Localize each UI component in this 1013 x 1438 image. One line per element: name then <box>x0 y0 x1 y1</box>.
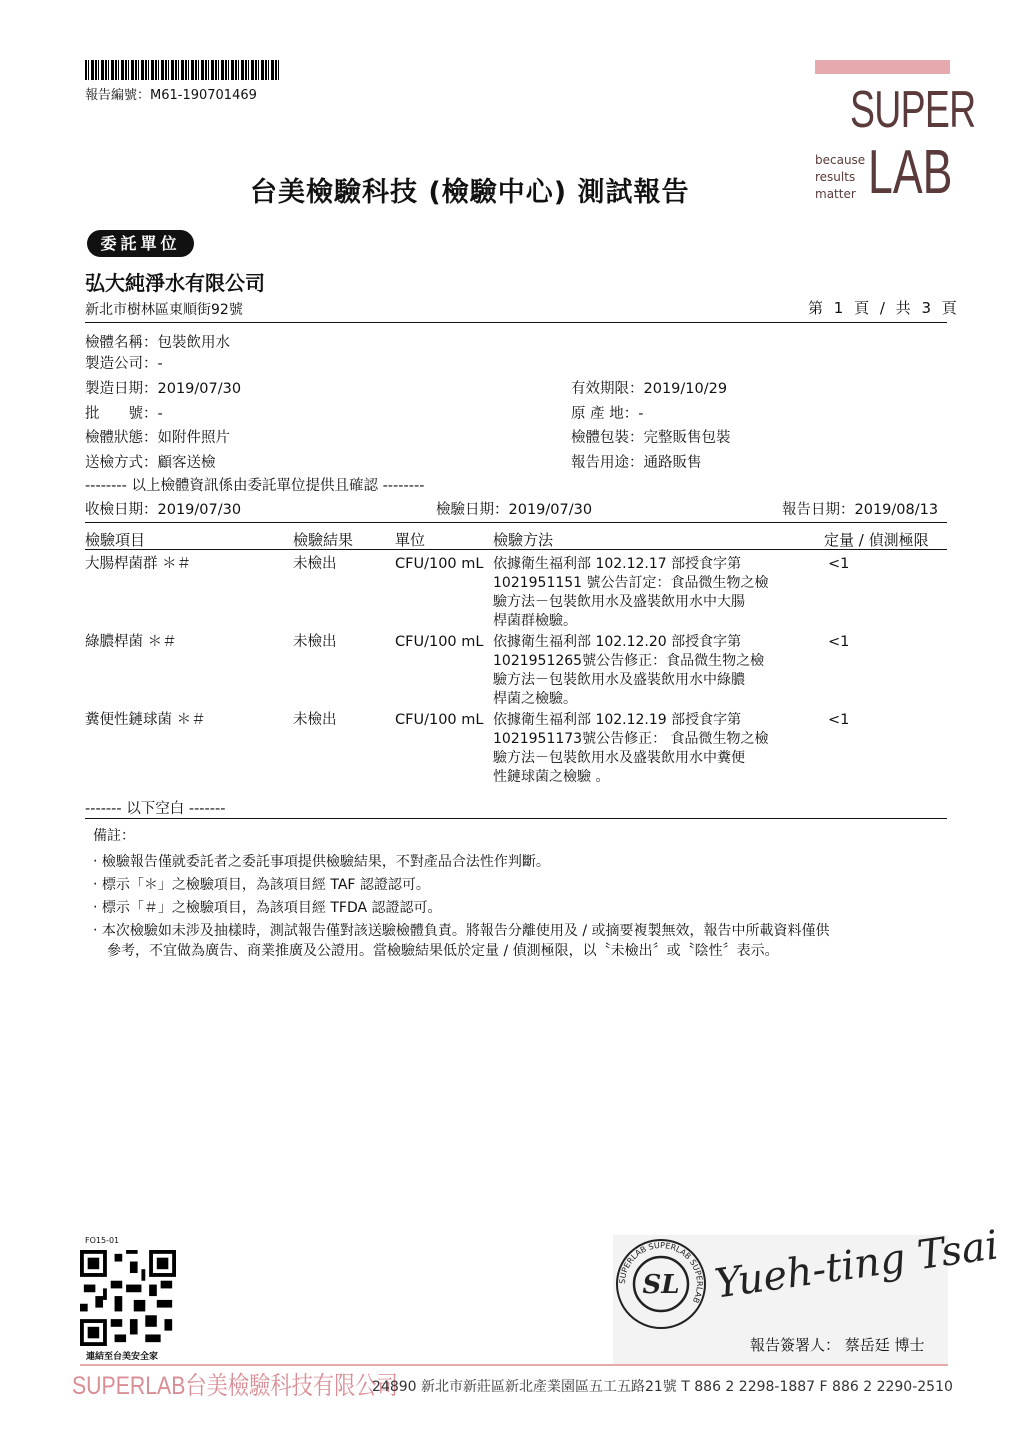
report-title: 台美檢驗科技 (檢驗中心) 測試報告 <box>250 177 690 208</box>
confirm-note: -------- 以上檢體資訊係由委託單位提供且確認 -------- <box>85 478 425 494</box>
footer-address: 24890 新北市新莊區新北產業園區五工五路21號 T 886 2 2298-1887 F 886 2 2290-2510 <box>372 1379 953 1395</box>
header-item: 檢驗項目 <box>85 531 146 549</box>
method-line: 依據衛生福利部 102.12.17 部授食字第 <box>493 556 742 572</box>
seal-center-text: SL <box>642 1270 680 1300</box>
table-row-item: 大腸桿菌群 ＊＃ <box>85 556 192 572</box>
method-line: 性鏈球菌之檢驗 。 <box>493 769 610 785</box>
delivery-method: 送檢方式：顧客送檢 <box>85 455 216 471</box>
table-row-limit: <1 <box>828 556 850 572</box>
client-address: 新北市樹林區東順街92號 <box>85 302 243 318</box>
table-header-rule <box>85 549 947 550</box>
logo-tag-2: results <box>815 170 856 184</box>
sample-state: 檢體狀態：如附件照片 <box>85 430 230 446</box>
method-line: 驗方法－包裝飲用水及盛裝飲用水中綠膿 <box>493 672 745 688</box>
table-end-marker: ------- 以下空白 ------- <box>85 801 226 817</box>
table-row-limit: <1 <box>828 712 850 728</box>
origin: 原 產 地：- <box>571 406 644 422</box>
table-row-result: 未檢出 <box>293 634 337 650</box>
note-item: ‧ 標示「＃」之檢驗項目，為該項目經 TFDA 認證認可。 <box>93 900 442 916</box>
table-row-item: 糞便性鏈球菌 ＊＃ <box>85 712 206 728</box>
method-line: 1021951265號公告修正：食品微生物之檢 <box>493 653 765 669</box>
method-line: 桿菌群檢驗。 <box>493 613 577 629</box>
table-row-result: 未檢出 <box>293 712 337 728</box>
barcode <box>85 60 280 80</box>
form-code: FO15-01 <box>85 1236 120 1245</box>
logo-lab: LAB <box>868 138 953 207</box>
received-date: 收檢日期：2019/07/30 <box>85 502 242 518</box>
note-item: ‧ 標示「＊」之檢驗項目，為該項目經 TAF 認證認可。 <box>93 877 430 893</box>
table-top-rule <box>85 522 947 523</box>
header-limit: 定量 / 偵測極限 <box>824 531 929 549</box>
method-line: 依據衛生福利部 102.12.19 部授食字第 <box>493 712 742 728</box>
page-indicator: 第 1 頁 / 共 3 頁 <box>808 299 960 317</box>
header-method: 檢驗方法 <box>493 531 554 549</box>
client-name: 弘大純淨水有限公司 <box>85 271 265 295</box>
handwritten-signature: Yueh-ting Tsai <box>712 1222 1002 1308</box>
divider <box>85 322 947 323</box>
table-row-unit: CFU/100 mL <box>395 634 484 650</box>
sample-package: 檢體包裝：完整販售包裝 <box>571 430 731 446</box>
table-row-unit: CFU/100 mL <box>395 556 484 572</box>
reported-date: 報告日期：2019/08/13 <box>782 502 939 518</box>
mfg-date: 製造日期：2019/07/30 <box>85 381 242 397</box>
note-item: ‧ 檢驗報告僅就委託者之委託事項提供檢驗結果，不對產品合法性作判斷。 <box>93 854 550 870</box>
seal-stamp-icon <box>613 1236 709 1332</box>
footer-brand: SUPERLAB台美檢驗科技有限公司 <box>72 1372 398 1400</box>
table-row-result: 未檢出 <box>293 556 337 572</box>
sample-maker: 製造公司：- <box>85 356 163 372</box>
logo-tag-3: matter <box>815 187 856 201</box>
notes-title: 備註： <box>93 828 135 844</box>
table-bottom-rule <box>85 818 947 819</box>
table-row-unit: CFU/100 mL <box>395 712 484 728</box>
qr-caption: 連結至台美安全家 <box>86 1352 159 1362</box>
logo-accent-bar <box>815 60 950 74</box>
table-row-limit: <1 <box>828 634 850 650</box>
table-row-method <box>493 555 823 631</box>
notes <box>93 826 973 961</box>
note-item: 參考，不宜做為廣告、商業推廣及公證用。當檢驗結果低於定量 / 偵測極限，以〝未檢出〞或〝陰性〞表示。 <box>93 943 779 959</box>
logo-tagline <box>815 152 865 203</box>
table-row-method <box>493 633 823 709</box>
signer-label: 報告簽署人： 蔡岳廷 博士 <box>750 1336 925 1354</box>
seal-ring-text: SUPERLAB SUPERLAB SUPERLAB <box>617 1240 705 1305</box>
header-unit: 單位 <box>395 531 426 549</box>
header-result: 檢驗結果 <box>293 531 354 549</box>
batch-no: 批 號：- <box>85 406 163 422</box>
logo-super: SUPER <box>850 81 976 139</box>
note-item: ‧ 本次檢驗如未涉及抽樣時，測試報告僅對該送驗檢體負責。將報告分離使用及 / 或摘要複製無效，報告中所載資料僅供 <box>93 923 830 939</box>
sample-name: 檢體名稱：包裝飲用水 <box>85 335 230 351</box>
table-row-method <box>493 711 823 787</box>
expiry-date: 有效期限：2019/10/29 <box>571 381 728 397</box>
report-purpose: 報告用途：通路販售 <box>571 455 702 471</box>
client-badge: 委託單位 <box>87 230 194 257</box>
tested-date: 檢驗日期：2019/07/30 <box>436 502 593 518</box>
report-number: 報告編號：M61-190701469 <box>85 88 257 103</box>
logo-tag-1: because <box>815 153 866 167</box>
qr-code-icon[interactable] <box>80 1250 176 1346</box>
table-row-item: 綠膿桿菌 ＊＃ <box>85 634 177 650</box>
method-line: 依據衛生福利部 102.12.20 部授食字第 <box>493 634 742 650</box>
method-line: 1021951151 號公告訂定：食品微生物之檢 <box>493 575 769 591</box>
method-line: 驗方法－包裝飲用水及盛裝飲用水中糞便 <box>493 750 745 766</box>
method-line: 1021951173號公告修正： 食品微生物之檢 <box>493 731 769 747</box>
method-line: 桿菌之檢驗。 <box>493 691 577 707</box>
method-line: 驗方法－包裝飲用水及盛裝飲用水中大腸 <box>493 594 745 610</box>
